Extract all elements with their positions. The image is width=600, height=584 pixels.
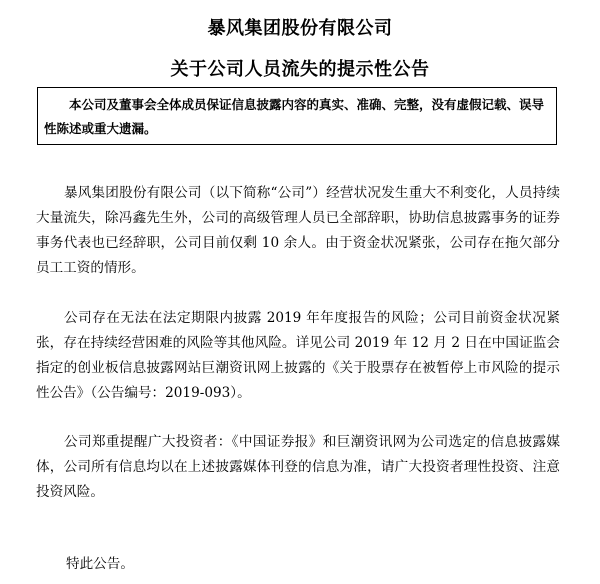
announcement-title: 关于公司人员流失的提示性公告 bbox=[170, 59, 430, 80]
closing-remark: 特此公告。 bbox=[66, 556, 134, 572]
disclaimer-statement: 本公司及董事会全体成员保证信息披露内容的真实、准确、完整，没有虚假记载、误导性陈述或重大遗漏。 bbox=[37, 87, 557, 145]
body-paragraph-3: 公司郑重提醒广大投资者：《中国证券报》和巨潮资讯网为公司选定的信息披露媒体，公司所有信息均以在上述披露媒体刊登的信息为准，请广大投资者理性投资、注意投资风险。 bbox=[36, 434, 560, 500]
company-name-heading: 暴风集团股份有限公司 bbox=[207, 18, 393, 39]
body-paragraph-1: 暴风集团股份有限公司（以下简称“公司”）经营状况发生重大不利变化，人员持续大量流失，除冯鑫先生外，公司的高级管理人员已全部辞职，协助信息披露事务的证券事务代表也已经辞职，公司目前仅剩 10 余人。由于资金状况紧张，公司存在拖欠部分员工工资的情形。 bbox=[36, 185, 560, 276]
body-paragraph-2: 公司存在无法在法定期限内披露 2019 年年度报告的风险；公司目前资金状况紧张，存在持续经营困难的风险等其他风险。详见公司 2019 年 12 月 2 日在中国证监会指定的创业板信息披露网站巨潮资讯网上披露的《关于股票存在被暂停上市风险的提示性公告》（公告编号：2019-093）。 bbox=[36, 310, 560, 401]
